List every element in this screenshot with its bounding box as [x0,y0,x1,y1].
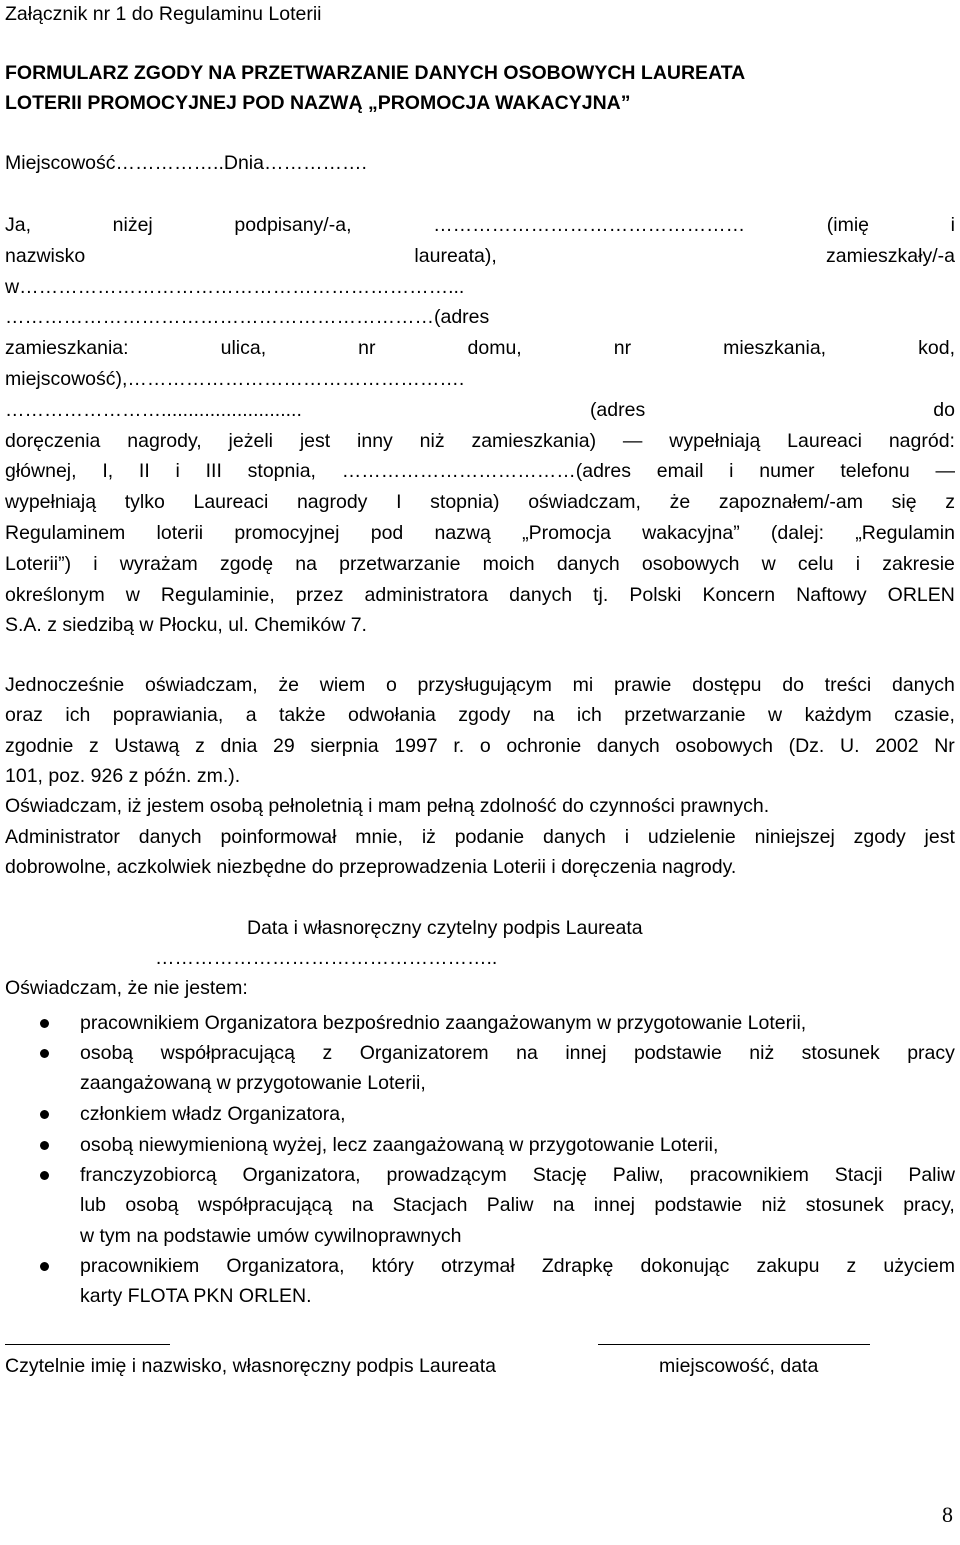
declaration-word: określonym [5,583,105,606]
bullet-item-word: Stacji [834,1164,883,1186]
bullet-item-word: Organizatora, [242,1164,361,1186]
declaration-word: (dalej: [770,522,825,544]
declaration-word: II [138,460,150,483]
declaration-line [5,459,955,483]
bullet-item-word: osobą [125,1194,179,1217]
bullet-item-line [80,1011,806,1035]
declaration-word: i [175,460,180,483]
declaration-word: Koncern [702,583,776,606]
signature-line-right [598,1344,870,1345]
rights-word: zgody [458,704,511,727]
bullet-item-word: karty FLOTA PKN ORLEN. [80,1285,312,1308]
bullet-item-word: Stacjach [392,1194,468,1217]
rights-word: i [624,825,630,848]
declaration-word: nazwisko [5,244,86,267]
rights-word: danych [891,674,955,696]
declaration-word: zamieszkały/-a [826,244,955,267]
bullet-item-word: Organizatora, [226,1255,345,1277]
declaration-word: doręczenia [5,429,101,452]
bullet-dot-icon [40,1141,49,1150]
declaration-word: zamieszkania: [5,337,129,360]
bullet-item-word: pracownikiem [689,1164,809,1186]
declaration-word: głównej, [5,460,77,483]
rights-word: o [479,734,491,757]
bullet-item-line [80,1071,426,1095]
declaration-word: „Regulamin [855,522,955,544]
rights-word: Nr [934,734,955,757]
rights-word: jest [924,825,955,848]
rights-word: czasie, [894,704,955,727]
declaration-word: administratora [364,583,489,606]
declaration-word: się [891,491,917,514]
bullet-item-word: podstawie [633,1042,722,1064]
declaration-word: danych [509,583,573,606]
declaration-word: ORLEN [887,583,955,606]
rights-word: Jednocześnie [5,674,125,696]
declaration-word: (imię [826,214,870,236]
declaration-word: i [950,214,955,236]
declaration-word: niż [419,429,445,452]
declaration-word: nagród: [888,429,955,452]
bullet-item-word: członkiem władz Organizatora, [80,1103,346,1125]
declaration-word: Regulaminem [5,522,126,544]
declaration-word: Naftowy [796,583,867,606]
signature-caption: Data i własnoręczny czytelny podpis Laureata [247,917,643,939]
rights-word: także [279,704,326,727]
declaration-word: wypełniają [5,491,97,514]
rights-word: iż [421,825,436,848]
declaration-word: „Promocja [522,522,611,544]
declaration-word: ………………………………(adres [341,460,632,483]
declaration-word: Laureaci [787,429,862,452]
declaration-line [5,552,955,576]
declaration-word: wakacyjna” [642,522,740,544]
page-number: 8 [942,1502,953,1527]
declaration-word: numer [759,460,815,483]
declaration-word: w [761,552,776,575]
declaration-word: w [125,583,140,606]
rights-word: każdym [804,704,872,727]
declaration-word: Ja, [5,214,32,236]
bullet-item-word: Organizatorem [359,1042,489,1064]
bullet-item-word: współpracującą [197,1194,333,1217]
declaration-word: zakresie [882,552,955,575]
rights-word: r. [453,734,465,757]
rights-word: a [245,704,257,727]
declaration-word: tj. [593,583,609,606]
declaration-word: …………………….......................... [5,398,302,421]
declaration-word: nr [358,337,376,360]
declaration-word: III [205,460,222,483]
declaration-word: telefonu [840,460,910,483]
declaration-word: zapoznałem/-am [718,491,863,514]
rights-word: 101, poz. 926 z późn. zm.). [5,764,241,787]
rights-line [5,855,736,879]
bullet-item-word: w tym na podstawie umów cywilnoprawnych [80,1224,462,1247]
declaration-word: zamieszkania) [471,429,597,452]
bullet-item-word: dokonując [640,1255,730,1277]
rights-line [5,734,955,758]
bullet-item-word: Paliw [486,1194,534,1217]
bullet-item-line [80,1133,718,1157]
bullet-item-word: na [552,1194,575,1217]
rights-word: z [195,734,205,757]
bullet-item-word: zaangażowaną w przygotowanie Loterii, [80,1072,426,1095]
bullet-item-word: współpracującą [160,1042,296,1064]
declaration-line [5,583,955,607]
rights-word: przysługującym [417,674,552,696]
rights-word: ich [576,704,602,727]
bullet-item-line [80,1284,312,1308]
rights-word: oświadczam, [144,674,258,696]
rights-word: ochronie [506,734,582,757]
bullet-item-word: na [351,1194,374,1217]
declaration-word: I [396,491,402,514]
declaration-line [5,244,955,268]
declaration-line [5,613,367,637]
bullet-item-word: niż [761,1194,787,1217]
bullet-item-word: stosunek [801,1042,880,1064]
declaration-word: do [933,398,955,421]
bullet-dot-icon [40,1049,49,1058]
rights-word: 2002 [875,734,919,757]
rights-word: danych [138,825,202,848]
declaration-word: promocyjnej [234,522,340,544]
rights-word: przetwarzanie [624,704,746,727]
rights-line [5,703,955,727]
footer-label-signature: Czytelnie imię i nazwisko, własnoręczny podpis Laureata [5,1355,496,1377]
rights-word: że [278,674,300,696]
rights-word: mnie, [355,825,403,848]
bullet-item-word: niż [749,1042,775,1064]
declaration-word: przetwarzanie [339,552,461,575]
declaration-word: nazwą [434,522,491,544]
declaration-word: zgodę [219,552,274,575]
declaration-line [5,336,955,360]
declaration-line [5,367,464,391]
declaration-word: na [295,552,317,575]
rights-line [5,764,240,788]
rights-word: sierpnia [310,734,379,757]
rights-word: dobrowolne, aczkolwiek niezbędne do przeprowadzenia Loterii i doręczenia nagrody. [5,855,737,878]
declaration-word: jeżeli [228,429,273,452]
declaration-word: wyrażam [119,552,198,575]
attachment-title: Załącznik nr 1 do Regulaminu Loterii [5,3,322,25]
bullet-item-word: innej [593,1194,635,1217]
rights-word: udzielenie [647,825,736,848]
rights-line [5,825,955,849]
declaration-word: mieszkania, [723,337,827,360]
bullet-item-word: pracy [907,1042,955,1064]
bullet-dot-icon [40,1262,49,1271]
bullet-dot-icon [40,1171,49,1180]
declaration-word: stopnia) [430,491,500,514]
bullet-item-line [80,1163,955,1187]
rights-word: poprawiania, [112,704,224,727]
declaration-line [5,213,955,237]
rights-word: 1997 [394,734,438,757]
declaration-word: pod [370,522,404,544]
rights-word: dnia [220,734,258,757]
rights-word: treści [824,674,872,696]
rights-word: U. [840,734,860,757]
bullet-item-word: podstawie [654,1194,743,1217]
bullet-item-word: innej [565,1042,607,1064]
rights-word: Administrator [5,825,120,848]
bullet-item-word: osobą [80,1042,134,1064]
bullet-item-word: Paliw [908,1164,955,1186]
declaration-word: ………………………………………… [433,214,746,236]
bullet-item-word: lub [80,1194,107,1217]
declaration-word: wypełniają [669,429,761,452]
bullet-item-word: z [846,1255,857,1277]
rights-word: mi [572,674,594,696]
declaration-word: inny [357,429,393,452]
declaration-word: Regulaminie, [160,583,275,606]
declaration-word: ulica, [220,337,267,360]
declaration-word: Loterii”) [5,552,72,575]
declaration-word: nagrody [296,491,368,514]
bullet-item-line [80,1224,462,1248]
declaration-word: laureata), [414,244,497,267]
rights-word: do [782,674,804,696]
declaration-word: i [93,552,98,575]
declaration-line [5,305,489,329]
rights-word: z [88,734,99,757]
bullet-item-word: pracownikiem Organizatora bezpośrednio zaangażowanym w przygotowanie Loterii, [80,1012,807,1034]
bullet-dot-icon [40,1019,49,1028]
declaration-word: w…………………………………………………………... [5,275,465,298]
declaration-word: jest [299,429,331,452]
bullet-item-line [80,1102,346,1126]
declaration-word: niżej [112,214,153,236]
declaration-word: przez [295,583,344,606]
rights-line [5,794,769,818]
bullet-item-word: prowadzącym [386,1164,507,1186]
rights-word: dostępu [692,674,762,696]
declaration-word: nr [613,337,632,360]
signature-line-left [5,1344,170,1345]
declaration-word: i [855,552,861,575]
rights-word: 29 [273,734,295,757]
bullet-item-word: który [371,1255,414,1277]
declaration-word: tylko [124,491,165,514]
signature-dotted-line: …………………………………………….. [155,947,498,969]
rights-word: prawie [613,674,672,696]
declaration-word: loterii [156,522,204,544]
bullet-item-word: franczyzobiorcą [80,1164,217,1186]
declaration-line [5,275,464,299]
rights-word: wiem [319,674,366,696]
declaration-word: stopnia, [247,460,316,483]
bullet-item-word: użyciem [883,1255,955,1277]
declaration-word: nagrody, [127,429,202,452]
declaration-word: miejscowość),……………………………………………. [5,368,465,390]
declaration-word: celu [797,552,834,575]
declaration-word: — [935,460,955,483]
rights-line [5,673,955,697]
bullet-item-word: stosunek [805,1194,884,1217]
place-date-field: Miejscowość……………..Dnia……………. [5,152,367,174]
bullet-item-word: z [322,1042,333,1064]
declaration-word: Polski [629,583,682,606]
declaration-word: domu, [467,337,522,360]
declaration-line [5,398,955,422]
declaration-word: z [945,491,955,514]
declaration-word: oświadczam, [528,491,641,514]
bullet-item-line [80,1254,955,1278]
rights-word: zgody [853,825,906,848]
not-employee-intro: Oświadczam, że nie jestem: [5,977,248,999]
rights-word: w [768,704,783,727]
rights-word: niniejszej [754,825,835,848]
bullet-item-word: Stację [532,1164,587,1186]
declaration-word: i [729,460,734,483]
rights-word: osobowych [675,734,773,757]
bullet-item-word: otrzymał [441,1255,515,1277]
bullet-item-word: Zdrapkę [541,1255,614,1277]
rights-word: na [532,704,555,727]
rights-word: podanie [454,825,525,848]
declaration-word: — [622,429,643,452]
declaration-word: osobowych [641,552,740,575]
rights-word: oraz [5,704,43,727]
declaration-word: danych [556,552,620,575]
footer-label-place-date: miejscowość, data [659,1355,819,1377]
rights-word: danych [596,734,660,757]
declaration-word: Laureaci [193,491,269,514]
rights-word: zgodnie [5,734,74,757]
rights-word: odwołania [348,704,436,727]
declaration-word: że [669,491,691,514]
declaration-line [5,490,955,514]
declaration-word: (adres [589,398,646,421]
bullet-item-word: Paliw, [612,1164,664,1186]
declaration-word: podpisany/-a, [234,214,352,236]
declaration-line [5,521,955,545]
bullet-item-line [80,1041,955,1065]
declaration-word: email [656,460,704,483]
declaration-line [5,429,955,453]
bullet-item-word: na [516,1042,538,1064]
declaration-word: moich [482,552,535,575]
declaration-word: kod, [918,337,955,360]
rights-word: Ustawą [114,734,180,757]
rights-word: poinformował [220,825,337,848]
bullet-item-line [80,1193,955,1217]
rights-word: o [385,674,397,696]
form-title-line-2: LOTERII PROMOCYJNEJ POD NAZWĄ „PROMOCJA WAKACYJNA” [5,92,631,114]
bullet-dot-icon [40,1110,49,1119]
bullet-item-word: zakupu [756,1255,820,1277]
rights-word: ich [65,704,91,727]
bullet-item-word: pracownikiem [80,1255,200,1277]
rights-word: danych [543,825,606,848]
bullet-item-word: pracy, [903,1194,955,1217]
rights-word: (Dz. [788,734,825,757]
form-title-line-1: FORMULARZ ZGODY NA PRZETWARZANIE DANYCH OSOBOWYCH LAUREATA [5,62,746,84]
declaration-word: …………………………………………………………(adres [5,306,490,329]
declaration-word: I, [102,460,114,483]
declaration-word: S.A. z siedzibą w Płocku, ul. Chemików 7. [5,614,367,637]
rights-word: Oświadczam, iż jestem osobą pełnoletnią i mam pełną zdolność do czynności prawnych. [5,795,770,818]
bullet-item-word: osobą niewymienioną wyżej, lecz zaangażowaną w przygotowanie Loterii, [80,1134,719,1156]
